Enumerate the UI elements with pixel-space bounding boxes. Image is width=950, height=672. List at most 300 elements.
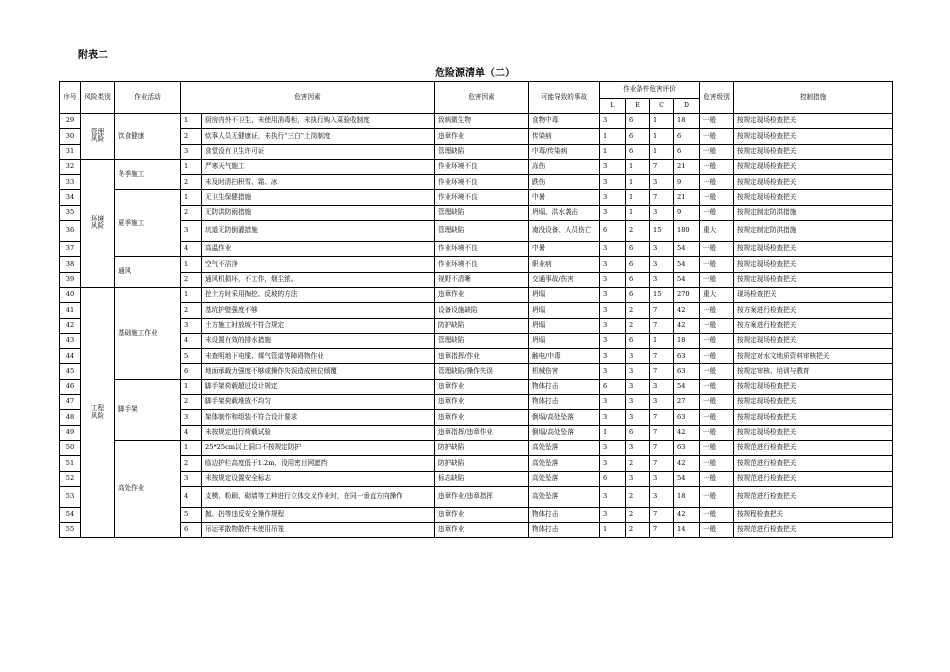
row-l: 3 bbox=[600, 318, 626, 333]
row-c: 3 bbox=[650, 242, 674, 257]
row-level: 一般 bbox=[700, 175, 734, 190]
row-factor: 支模、粉刷、砌墙等工种进行立体交叉作业时，在同一垂直方向操作 bbox=[202, 486, 435, 507]
row-seq: 46 bbox=[60, 379, 81, 394]
row-accident: 高处坠落 bbox=[529, 456, 600, 471]
row-factor: 未查明地下电缆、煤气管道等障碍物作业 bbox=[202, 349, 435, 364]
row-level: 一般 bbox=[700, 318, 734, 333]
row-sub-index: 3 bbox=[181, 410, 202, 425]
table-row bbox=[60, 395, 893, 410]
table-row bbox=[60, 410, 893, 425]
row-accident: 物体打击 bbox=[529, 379, 600, 394]
row-factor-type: 管理缺陷/操作失误 bbox=[435, 364, 529, 379]
row-e: 1 bbox=[626, 175, 650, 190]
row-d: 63 bbox=[674, 364, 700, 379]
row-accident: 高处坠落 bbox=[529, 471, 600, 486]
row-c: 7 bbox=[650, 349, 674, 364]
row-factor-type: 违章作业 bbox=[435, 129, 529, 144]
row-e: 2 bbox=[626, 456, 650, 471]
header-c: C bbox=[650, 99, 674, 114]
row-accident: 淹没设备、人员伤亡 bbox=[529, 221, 600, 242]
category-cell: 环境风险 bbox=[81, 159, 115, 287]
row-d: 27 bbox=[674, 395, 700, 410]
row-l: 1 bbox=[600, 144, 626, 159]
row-factor: 未按规定设置安全标志 bbox=[202, 471, 435, 486]
row-factor-type: 违章指挥/作业 bbox=[435, 349, 529, 364]
row-level: 一般 bbox=[700, 205, 734, 220]
row-control: 现场检查把关 bbox=[734, 287, 893, 302]
row-sub-index: 5 bbox=[181, 349, 202, 364]
row-accident: 坍塌 bbox=[529, 333, 600, 348]
row-accident: 传染病 bbox=[529, 129, 600, 144]
row-factor: 未设置有效的排水措施 bbox=[202, 333, 435, 348]
row-control: 按规定现场检查把关 bbox=[734, 272, 893, 287]
row-seq: 50 bbox=[60, 440, 81, 455]
header-level: 危害级别 bbox=[700, 82, 734, 114]
row-factor-type: 作业环境不良 bbox=[435, 242, 529, 257]
row-factor-type: 致病微生物 bbox=[435, 114, 529, 129]
table-row bbox=[60, 507, 893, 522]
row-seq: 31 bbox=[60, 144, 81, 159]
row-d: 18 bbox=[674, 333, 700, 348]
row-factor: 地面承载力强度不够或操作失误造成桩位倾覆 bbox=[202, 364, 435, 379]
row-sub-index: 6 bbox=[181, 523, 202, 538]
row-seq: 35 bbox=[60, 205, 81, 220]
activity-cell: 高处作业 bbox=[115, 440, 181, 537]
row-c: 7 bbox=[650, 456, 674, 471]
row-e: 3 bbox=[626, 395, 650, 410]
row-e: 6 bbox=[626, 114, 650, 129]
row-sub-index: 2 bbox=[181, 272, 202, 287]
table-row bbox=[60, 456, 893, 471]
row-l: 3 bbox=[600, 440, 626, 455]
row-seq: 53 bbox=[60, 486, 81, 507]
row-c: 7 bbox=[650, 410, 674, 425]
row-sub-index: 1 bbox=[181, 287, 202, 302]
row-l: 3 bbox=[600, 272, 626, 287]
row-control: 按规范进行检查把关 bbox=[734, 486, 893, 507]
row-control: 按规定现场检查把关 bbox=[734, 410, 893, 425]
row-control: 按规范进行检查把关 bbox=[734, 471, 893, 486]
row-e: 3 bbox=[626, 349, 650, 364]
row-e: 6 bbox=[626, 129, 650, 144]
row-control: 按规程检查把关 bbox=[734, 507, 893, 522]
row-sub-index: 2 bbox=[181, 303, 202, 318]
row-level: 一般 bbox=[700, 272, 734, 287]
table-row bbox=[60, 425, 893, 440]
activity-cell: 基础施工作业 bbox=[115, 287, 181, 379]
hazard-table bbox=[59, 81, 893, 538]
row-accident: 交通事故/伤害 bbox=[529, 272, 600, 287]
row-seq: 49 bbox=[60, 425, 81, 440]
table-row bbox=[60, 114, 893, 129]
row-factor-type: 管理缺陷 bbox=[435, 221, 529, 242]
table-row bbox=[60, 303, 893, 318]
row-accident: 坍塌 bbox=[529, 303, 600, 318]
row-sub-index: 2 bbox=[181, 395, 202, 410]
row-control: 按规定现场检查把关 bbox=[734, 379, 893, 394]
row-c: 7 bbox=[650, 303, 674, 318]
row-level: 一般 bbox=[700, 129, 734, 144]
row-c: 7 bbox=[650, 523, 674, 538]
row-l: 3 bbox=[600, 395, 626, 410]
row-seq: 36 bbox=[60, 221, 81, 242]
header-seq: 序号 bbox=[60, 82, 81, 114]
row-factor: 通风机损坏，不工作，烟尘浓。 bbox=[202, 272, 435, 287]
row-level: 一般 bbox=[700, 114, 734, 129]
row-c: 7 bbox=[650, 507, 674, 522]
header-factor-type: 危害因素 bbox=[435, 82, 529, 114]
row-e: 2 bbox=[626, 303, 650, 318]
row-c: 1 bbox=[650, 114, 674, 129]
row-level: 重大 bbox=[700, 221, 734, 242]
row-e: 6 bbox=[626, 272, 650, 287]
row-l: 3 bbox=[600, 175, 626, 190]
row-c: 15 bbox=[650, 221, 674, 242]
row-c: 3 bbox=[650, 395, 674, 410]
row-control: 按规范进行检查把关 bbox=[734, 523, 893, 538]
table-row bbox=[60, 242, 893, 257]
row-factor-type: 管理缺陷 bbox=[435, 205, 529, 220]
table-row bbox=[60, 486, 893, 507]
row-accident: 机械伤害 bbox=[529, 364, 600, 379]
row-control: 按规定现场检查把关 bbox=[734, 144, 893, 159]
table-header bbox=[60, 82, 893, 114]
row-e: 2 bbox=[626, 486, 650, 507]
row-d: 54 bbox=[674, 379, 700, 394]
row-l: 3 bbox=[600, 410, 626, 425]
header-activity: 作业活动 bbox=[115, 82, 181, 114]
row-e: 2 bbox=[626, 523, 650, 538]
row-level: 一般 bbox=[700, 395, 734, 410]
row-factor: 25*25cm以上洞口不按规定防护 bbox=[202, 440, 435, 455]
row-e: 3 bbox=[626, 379, 650, 394]
row-factor: 脚手架荷载堆放不均匀 bbox=[202, 395, 435, 410]
row-factor-type: 违章作业 bbox=[435, 395, 529, 410]
row-accident: 跌伤 bbox=[529, 175, 600, 190]
row-d: 21 bbox=[674, 159, 700, 174]
row-factor-type: 违章指挥/违章作业 bbox=[435, 425, 529, 440]
row-sub-index: 1 bbox=[181, 440, 202, 455]
row-factor-type: 设备设施缺陷 bbox=[435, 303, 529, 318]
row-d: 18 bbox=[674, 114, 700, 129]
row-seq: 39 bbox=[60, 272, 81, 287]
row-d: 54 bbox=[674, 471, 700, 486]
row-level: 一般 bbox=[700, 456, 734, 471]
row-sub-index: 1 bbox=[181, 190, 202, 205]
row-seq: 33 bbox=[60, 175, 81, 190]
row-l: 3 bbox=[600, 349, 626, 364]
row-factor: 空气不洁净 bbox=[202, 257, 435, 272]
row-seq: 51 bbox=[60, 456, 81, 471]
row-factor-type: 作业环境不良 bbox=[435, 190, 529, 205]
row-factor: 脚手架荷载超过设计规定 bbox=[202, 379, 435, 394]
table-row bbox=[60, 129, 893, 144]
row-e: 3 bbox=[626, 410, 650, 425]
row-level: 一般 bbox=[700, 507, 734, 522]
row-seq: 52 bbox=[60, 471, 81, 486]
row-l: 1 bbox=[600, 523, 626, 538]
header-d: D bbox=[674, 99, 700, 114]
row-control: 按规范进行检查把关 bbox=[734, 440, 893, 455]
row-seq: 43 bbox=[60, 333, 81, 348]
row-sub-index: 3 bbox=[181, 221, 202, 242]
row-l: 3 bbox=[600, 303, 626, 318]
row-d: 180 bbox=[674, 221, 700, 242]
row-accident: 倒塌/高处坠落 bbox=[529, 425, 600, 440]
row-l: 3 bbox=[600, 190, 626, 205]
row-factor: 炊事人员无健康证，未执行“三白”上岗制度 bbox=[202, 129, 435, 144]
row-d: 63 bbox=[674, 410, 700, 425]
row-factor-type: 管理缺陷 bbox=[435, 333, 529, 348]
row-factor-type: 视野不清晰 bbox=[435, 272, 529, 287]
row-level: 一般 bbox=[700, 333, 734, 348]
row-c: 3 bbox=[650, 471, 674, 486]
row-sub-index: 2 bbox=[181, 456, 202, 471]
row-level: 一般 bbox=[700, 471, 734, 486]
row-sub-index: 2 bbox=[181, 205, 202, 220]
row-e: 2 bbox=[626, 507, 650, 522]
row-d: 21 bbox=[674, 190, 700, 205]
row-control: 按方案进行检查把关 bbox=[734, 303, 893, 318]
row-sub-index: 1 bbox=[181, 257, 202, 272]
row-c: 1 bbox=[650, 333, 674, 348]
row-d: 270 bbox=[674, 287, 700, 302]
row-e: 6 bbox=[626, 144, 650, 159]
row-control: 按规定现场检查把关 bbox=[734, 114, 893, 129]
row-factor: 坑道无防倒灌措施 bbox=[202, 221, 435, 242]
row-l: 3 bbox=[600, 486, 626, 507]
row-c: 3 bbox=[650, 205, 674, 220]
row-factor: 无防洪防雨措施 bbox=[202, 205, 435, 220]
row-d: 18 bbox=[674, 486, 700, 507]
table-row bbox=[60, 287, 893, 302]
table-row bbox=[60, 272, 893, 287]
row-c: 7 bbox=[650, 318, 674, 333]
row-d: 9 bbox=[674, 205, 700, 220]
row-control: 按规定现场检查把关 bbox=[734, 242, 893, 257]
activity-cell: 夏季施工 bbox=[115, 190, 181, 257]
row-d: 54 bbox=[674, 242, 700, 257]
row-factor: 严寒天气施工 bbox=[202, 159, 435, 174]
table-row bbox=[60, 440, 893, 455]
row-factor-type: 标志缺陷 bbox=[435, 471, 529, 486]
row-c: 7 bbox=[650, 190, 674, 205]
table-row bbox=[60, 333, 893, 348]
row-l: 3 bbox=[600, 507, 626, 522]
row-sub-index: 1 bbox=[181, 159, 202, 174]
table-body bbox=[60, 114, 893, 538]
row-seq: 38 bbox=[60, 257, 81, 272]
row-l: 1 bbox=[600, 129, 626, 144]
row-control: 按规定现场检查把关 bbox=[734, 333, 893, 348]
row-l: 1 bbox=[600, 425, 626, 440]
row-sub-index: 3 bbox=[181, 144, 202, 159]
row-sub-index: 5 bbox=[181, 507, 202, 522]
row-accident: 高处坠落 bbox=[529, 486, 600, 507]
row-c: 3 bbox=[650, 379, 674, 394]
row-d: 6 bbox=[674, 129, 700, 144]
row-control: 按规定现场检查把关 bbox=[734, 175, 893, 190]
row-factor-type: 防护缺陷 bbox=[435, 318, 529, 333]
row-factor-type: 作业环境不良 bbox=[435, 257, 529, 272]
row-accident: 中暑 bbox=[529, 242, 600, 257]
category-cell: 管理风险 bbox=[81, 114, 115, 160]
row-seq: 42 bbox=[60, 318, 81, 333]
row-sub-index: 6 bbox=[181, 364, 202, 379]
row-level: 一般 bbox=[700, 364, 734, 379]
row-d: 42 bbox=[674, 303, 700, 318]
row-level: 一般 bbox=[700, 523, 734, 538]
row-sub-index: 4 bbox=[181, 425, 202, 440]
row-e: 1 bbox=[626, 190, 650, 205]
row-level: 一般 bbox=[700, 425, 734, 440]
row-control: 按规定现场检查把关 bbox=[734, 395, 893, 410]
header-accident: 可能导致的事故 bbox=[529, 82, 600, 114]
row-accident: 中暑 bbox=[529, 190, 600, 205]
row-accident: 倒塌/高处坠落 bbox=[529, 410, 600, 425]
row-accident: 坍塌 bbox=[529, 287, 600, 302]
row-factor: 挖土方时采用掏挖、反坡的方法 bbox=[202, 287, 435, 302]
row-c: 7 bbox=[650, 425, 674, 440]
row-factor: 食堂没有卫生许可证 bbox=[202, 144, 435, 159]
row-level: 一般 bbox=[700, 410, 734, 425]
row-c: 3 bbox=[650, 175, 674, 190]
row-sub-index: 4 bbox=[181, 333, 202, 348]
row-c: 1 bbox=[650, 144, 674, 159]
row-level: 一般 bbox=[700, 257, 734, 272]
row-accident: 职业病 bbox=[529, 257, 600, 272]
table-row bbox=[60, 221, 893, 242]
row-factor: 架体制作和组装不符合设计要求 bbox=[202, 410, 435, 425]
row-l: 3 bbox=[600, 364, 626, 379]
row-e: 2 bbox=[626, 318, 650, 333]
row-l: 6 bbox=[600, 379, 626, 394]
row-l: 3 bbox=[600, 242, 626, 257]
row-accident: 高处坠落 bbox=[529, 440, 600, 455]
row-accident: 食物中毒 bbox=[529, 114, 600, 129]
row-factor-type: 作业环境不良 bbox=[435, 175, 529, 190]
row-l: 3 bbox=[600, 456, 626, 471]
row-sub-index: 3 bbox=[181, 318, 202, 333]
row-accident: 坍塌 bbox=[529, 318, 600, 333]
row-c: 7 bbox=[650, 159, 674, 174]
table-row bbox=[60, 379, 893, 394]
row-factor-type: 违章作业 bbox=[435, 507, 529, 522]
row-seq: 48 bbox=[60, 410, 81, 425]
row-accident: 坍塌、洪水袭击 bbox=[529, 205, 600, 220]
row-d: 42 bbox=[674, 425, 700, 440]
row-accident: 物体打击 bbox=[529, 507, 600, 522]
row-control: 按规定制定防洪措施 bbox=[734, 205, 893, 220]
row-seq: 54 bbox=[60, 507, 81, 522]
row-l: 3 bbox=[600, 205, 626, 220]
row-control: 按规定现场检查把关 bbox=[734, 159, 893, 174]
row-d: 63 bbox=[674, 440, 700, 455]
row-level: 一般 bbox=[700, 486, 734, 507]
row-level: 一般 bbox=[700, 190, 734, 205]
header-control: 控制措施 bbox=[734, 82, 893, 114]
row-sub-index: 1 bbox=[181, 379, 202, 394]
table-row bbox=[60, 318, 893, 333]
row-e: 6 bbox=[626, 257, 650, 272]
row-sub-index: 2 bbox=[181, 175, 202, 190]
row-factor: 未按规定进行荷载试验 bbox=[202, 425, 435, 440]
row-factor-type: 管理缺陷 bbox=[435, 144, 529, 159]
row-seq: 32 bbox=[60, 159, 81, 174]
row-e: 6 bbox=[626, 287, 650, 302]
table-row bbox=[60, 175, 893, 190]
row-d: 42 bbox=[674, 456, 700, 471]
row-e: 3 bbox=[626, 440, 650, 455]
row-c: 7 bbox=[650, 440, 674, 455]
row-accident: 物体打击 bbox=[529, 395, 600, 410]
row-accident: 冻伤 bbox=[529, 159, 600, 174]
row-control: 按规定审核、培训与教育 bbox=[734, 364, 893, 379]
category-cell: 工程风险 bbox=[81, 287, 115, 537]
activity-cell: 通风 bbox=[115, 257, 181, 288]
table-row bbox=[60, 364, 893, 379]
row-d: 14 bbox=[674, 523, 700, 538]
row-l: 3 bbox=[600, 159, 626, 174]
table-row bbox=[60, 205, 893, 220]
row-factor: 基坑护壁强度不够 bbox=[202, 303, 435, 318]
row-factor-type: 作业环境不良 bbox=[435, 159, 529, 174]
row-e: 3 bbox=[626, 364, 650, 379]
row-sub-index: 4 bbox=[181, 242, 202, 257]
row-control: 按规定现场检查把关 bbox=[734, 257, 893, 272]
row-factor-type: 违章作业 bbox=[435, 523, 529, 538]
row-level: 一般 bbox=[700, 242, 734, 257]
row-e: 1 bbox=[626, 205, 650, 220]
row-e: 6 bbox=[626, 425, 650, 440]
row-l: 3 bbox=[600, 287, 626, 302]
row-factor: 厨房内外不卫生、未使用消毒柜，未执行购入菜验收制度 bbox=[202, 114, 435, 129]
row-control: 按规定现场检查把关 bbox=[734, 425, 893, 440]
row-control: 按规定制定防洪措施 bbox=[734, 221, 893, 242]
row-c: 1 bbox=[650, 129, 674, 144]
row-e: 3 bbox=[626, 471, 650, 486]
row-c: 7 bbox=[650, 364, 674, 379]
page-title: 危险源清单（二） bbox=[435, 68, 515, 79]
row-e: 6 bbox=[626, 333, 650, 348]
row-e: 1 bbox=[626, 159, 650, 174]
row-seq: 41 bbox=[60, 303, 81, 318]
row-level: 一般 bbox=[700, 349, 734, 364]
row-accident: 物体打击 bbox=[529, 523, 600, 538]
row-d: 42 bbox=[674, 507, 700, 522]
header-category: 风险类别 bbox=[81, 82, 115, 114]
row-d: 54 bbox=[674, 257, 700, 272]
header-eval: 作业条件危害评价 bbox=[600, 82, 700, 99]
row-control: 按规定现场检查把关 bbox=[734, 190, 893, 205]
row-control: 按规定现场检查把关 bbox=[734, 129, 893, 144]
row-seq: 47 bbox=[60, 395, 81, 410]
row-l: 3 bbox=[600, 114, 626, 129]
row-factor: 无卫生保健措施 bbox=[202, 190, 435, 205]
row-sub-index: 2 bbox=[181, 129, 202, 144]
row-d: 63 bbox=[674, 349, 700, 364]
header-factor: 危害因素 bbox=[181, 82, 435, 114]
row-l: 6 bbox=[600, 221, 626, 242]
row-l: 3 bbox=[600, 257, 626, 272]
row-factor-type: 防护缺陷 bbox=[435, 440, 529, 455]
table-row bbox=[60, 144, 893, 159]
row-control: 按规定对水文地质资料审核把关 bbox=[734, 349, 893, 364]
header-l: L bbox=[600, 99, 626, 114]
row-seq: 44 bbox=[60, 349, 81, 364]
row-level: 一般 bbox=[700, 144, 734, 159]
attachment-label: 附表二 bbox=[78, 50, 108, 61]
